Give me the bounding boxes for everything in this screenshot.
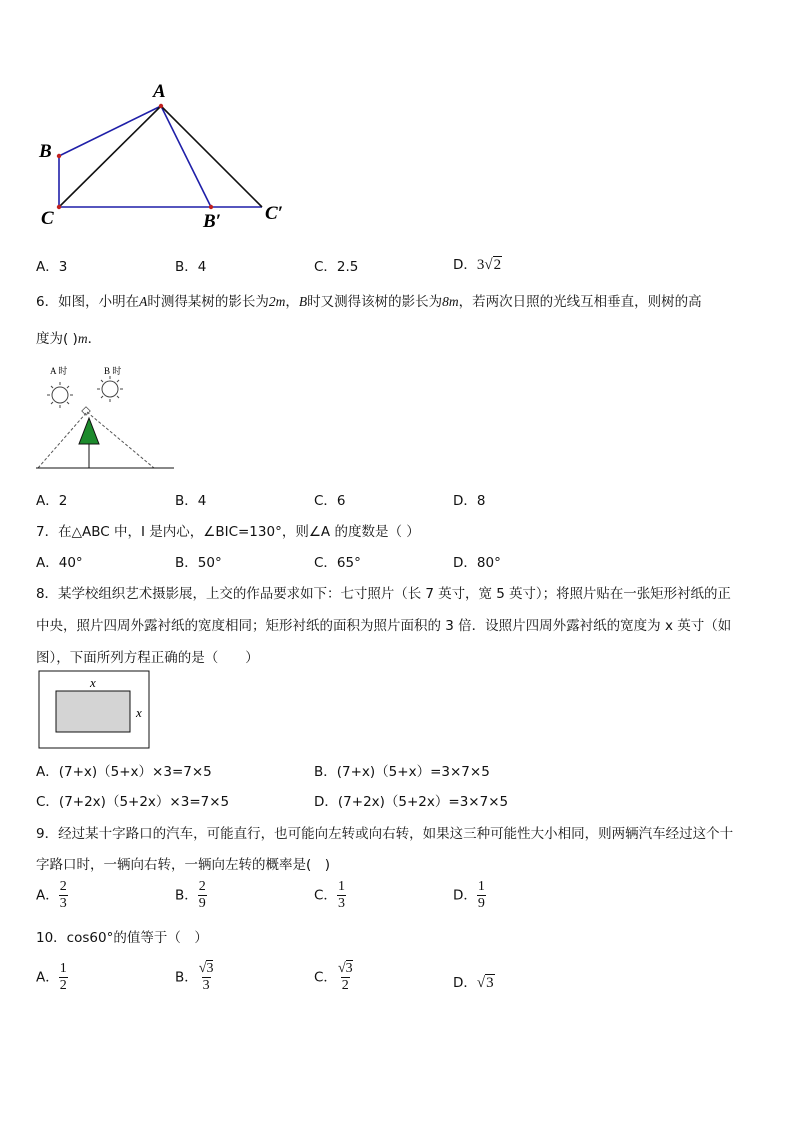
q6-text: 6．如图，小明在: [36, 294, 140, 310]
q9-option-b: [175, 879, 207, 912]
q10-d-radicand: 3: [486, 975, 494, 991]
q10-stem: 10．cos60°的值等于（ ）: [36, 930, 208, 946]
q5-d-coef: 3: [476, 257, 485, 273]
q9-d-den: 9: [477, 896, 485, 911]
segment-AC1: [161, 106, 262, 207]
q10-b-den: 3: [202, 978, 210, 993]
tree-icon: [79, 418, 99, 444]
q9-b-num: 2: [198, 879, 206, 894]
q6-option-c: C．6: [314, 493, 346, 509]
q7-option-d: D．80°: [453, 555, 501, 571]
segment-BA: [59, 106, 161, 156]
q8-option-a: A．(7+x)（5+x）×3=7×5: [36, 764, 212, 780]
label-B: B: [39, 141, 52, 162]
label-x-top: x: [90, 675, 96, 690]
q9-a-fraction: [59, 879, 68, 912]
label-A: A: [153, 81, 166, 102]
label-x-right: x: [136, 705, 142, 720]
q6-text: 时测得某树的影长为: [147, 294, 269, 310]
q10-c-num: √3: [337, 961, 353, 976]
q6-text: ，: [285, 294, 299, 310]
q10-option-b: [175, 961, 214, 994]
q10-option-c: [314, 961, 354, 994]
q9-option-d: [453, 879, 486, 912]
point-A: [159, 104, 163, 108]
q8-stem-line2: 中央，照片四周外露衬纸的宽度相同；矩形衬纸的面积为照片面积的 3 倍．设照片四周外露衬纸的宽度为 x 英寸（如: [36, 618, 732, 634]
q9-b-den: 9: [198, 896, 206, 911]
q9-d-num: 1: [477, 879, 485, 894]
sun-label-b: B 时: [104, 366, 122, 376]
q10-d-value: √3: [476, 975, 494, 991]
sun-label-a: A 时: [50, 366, 68, 376]
q10-b-fraction: [198, 961, 215, 994]
q10-b-num: √3: [198, 961, 214, 976]
q10-option-d: [453, 971, 495, 992]
q6-val-8m: 8m: [442, 294, 459, 309]
sun-a-icon: [47, 382, 73, 408]
q10-c-den: 2: [341, 978, 349, 993]
q5-option-a: A．3: [36, 259, 68, 275]
q6-val-2m: 2m: [268, 294, 286, 309]
q6-text: 度为( ): [36, 331, 78, 347]
q6-unit-m: m: [77, 331, 88, 346]
segment-AC: [59, 106, 161, 207]
q8-option-c: C．(7+2x)（5+2x）×3=7×5: [36, 794, 230, 810]
point-B1: [209, 205, 213, 209]
sun-b-icon: [97, 376, 123, 402]
q10-a-num: 1: [59, 961, 67, 976]
q8-stem-line3: 图），下面所列方程正确的是（ ）: [36, 650, 259, 666]
q9-option-c: [314, 879, 346, 912]
q9-a-num: 2: [59, 879, 67, 894]
light-ray-a: [38, 412, 87, 468]
q6-text: ．: [87, 331, 102, 347]
q8-option-b: B．(7+x)（5+x）=3×7×5: [314, 764, 490, 780]
q10-a-den: 2: [59, 978, 67, 993]
label-B-prime: B′: [203, 211, 222, 230]
q9-a-prefix: A．: [36, 887, 59, 904]
q5-option-c: C．2.5: [314, 259, 359, 275]
label-C-prime: C′: [265, 203, 284, 224]
q6-stem-line2: [36, 327, 101, 347]
q6-text: ，若两次日照的光线互相垂直，则树的高: [458, 294, 702, 310]
q9-d-prefix: D．: [453, 887, 477, 904]
q5-option-d-prefix: D．: [453, 257, 477, 273]
q10-b-radicand: 3: [206, 961, 214, 976]
q7-stem: 7．在△ABC 中，I 是内心，∠BIC=130°，则∠A 的度数是（ ）: [36, 524, 420, 540]
q9-c-fraction: [337, 879, 346, 912]
q9-b-fraction: [198, 879, 207, 912]
q10-a-fraction: [59, 961, 68, 994]
q6-stem-line1: [36, 290, 702, 310]
q5-d-radicand: 2: [493, 257, 502, 273]
q6-var-b: B: [298, 294, 308, 309]
segment-AB1: [161, 106, 211, 207]
triangle-figure: [30, 78, 300, 230]
q5-option-b: B．4: [175, 259, 207, 275]
q9-a-den: 3: [59, 896, 67, 911]
q9-stem-line1: 9．经过某十字路口的汽车，可能直行，也可能向左转或向右转，如果这三种可能性大小相同，则两辆汽车经过这个十: [36, 826, 734, 842]
q7-option-c: C．65°: [314, 555, 361, 571]
q9-b-prefix: B．: [175, 887, 198, 904]
q5-option-d-value: 3√2: [476, 257, 502, 273]
q9-c-den: 3: [337, 896, 345, 911]
q9-stem-line2: 字路口时，一辆向右转，一辆向左转的概率是( ): [36, 857, 331, 873]
q9-d-fraction: [477, 879, 486, 912]
q10-c-radicand: 3: [345, 961, 353, 976]
label-C: C: [41, 208, 54, 229]
point-B: [57, 154, 61, 158]
photo-rect: [56, 691, 130, 732]
q10-option-a: [36, 961, 68, 994]
photo-frame-figure: [38, 670, 152, 750]
q5-option-d: [453, 253, 502, 274]
q6-text: 时又测得该树的影长为: [307, 294, 443, 310]
tree-shadow-figure: [34, 362, 176, 472]
q10-b-prefix: B．: [175, 969, 198, 986]
q10-c-prefix: C．: [314, 969, 337, 986]
q6-option-b: B．4: [175, 493, 207, 509]
q6-option-d: D．8: [453, 493, 486, 509]
q6-option-a: A．2: [36, 493, 68, 509]
q9-c-prefix: C．: [314, 887, 337, 904]
q8-stem-line1: 8．某学校组织艺术摄影展，上交的作品要求如下：七寸照片（长 7 英寸，宽 5 英寸）；将照片贴在一张矩形衬纸的正: [36, 586, 731, 602]
q7-option-b: B．50°: [175, 555, 222, 571]
q6-var-a: A: [139, 294, 148, 309]
q7-option-a: A．40°: [36, 555, 83, 571]
q9-c-num: 1: [337, 879, 345, 894]
q8-option-d: D．(7+2x)（5+2x）=3×7×5: [314, 794, 509, 810]
q9-option-a: [36, 879, 68, 912]
point-C: [57, 205, 61, 209]
q10-a-prefix: A．: [36, 969, 59, 986]
q10-d-prefix: D．: [453, 975, 477, 991]
q10-c-fraction: [337, 961, 354, 994]
